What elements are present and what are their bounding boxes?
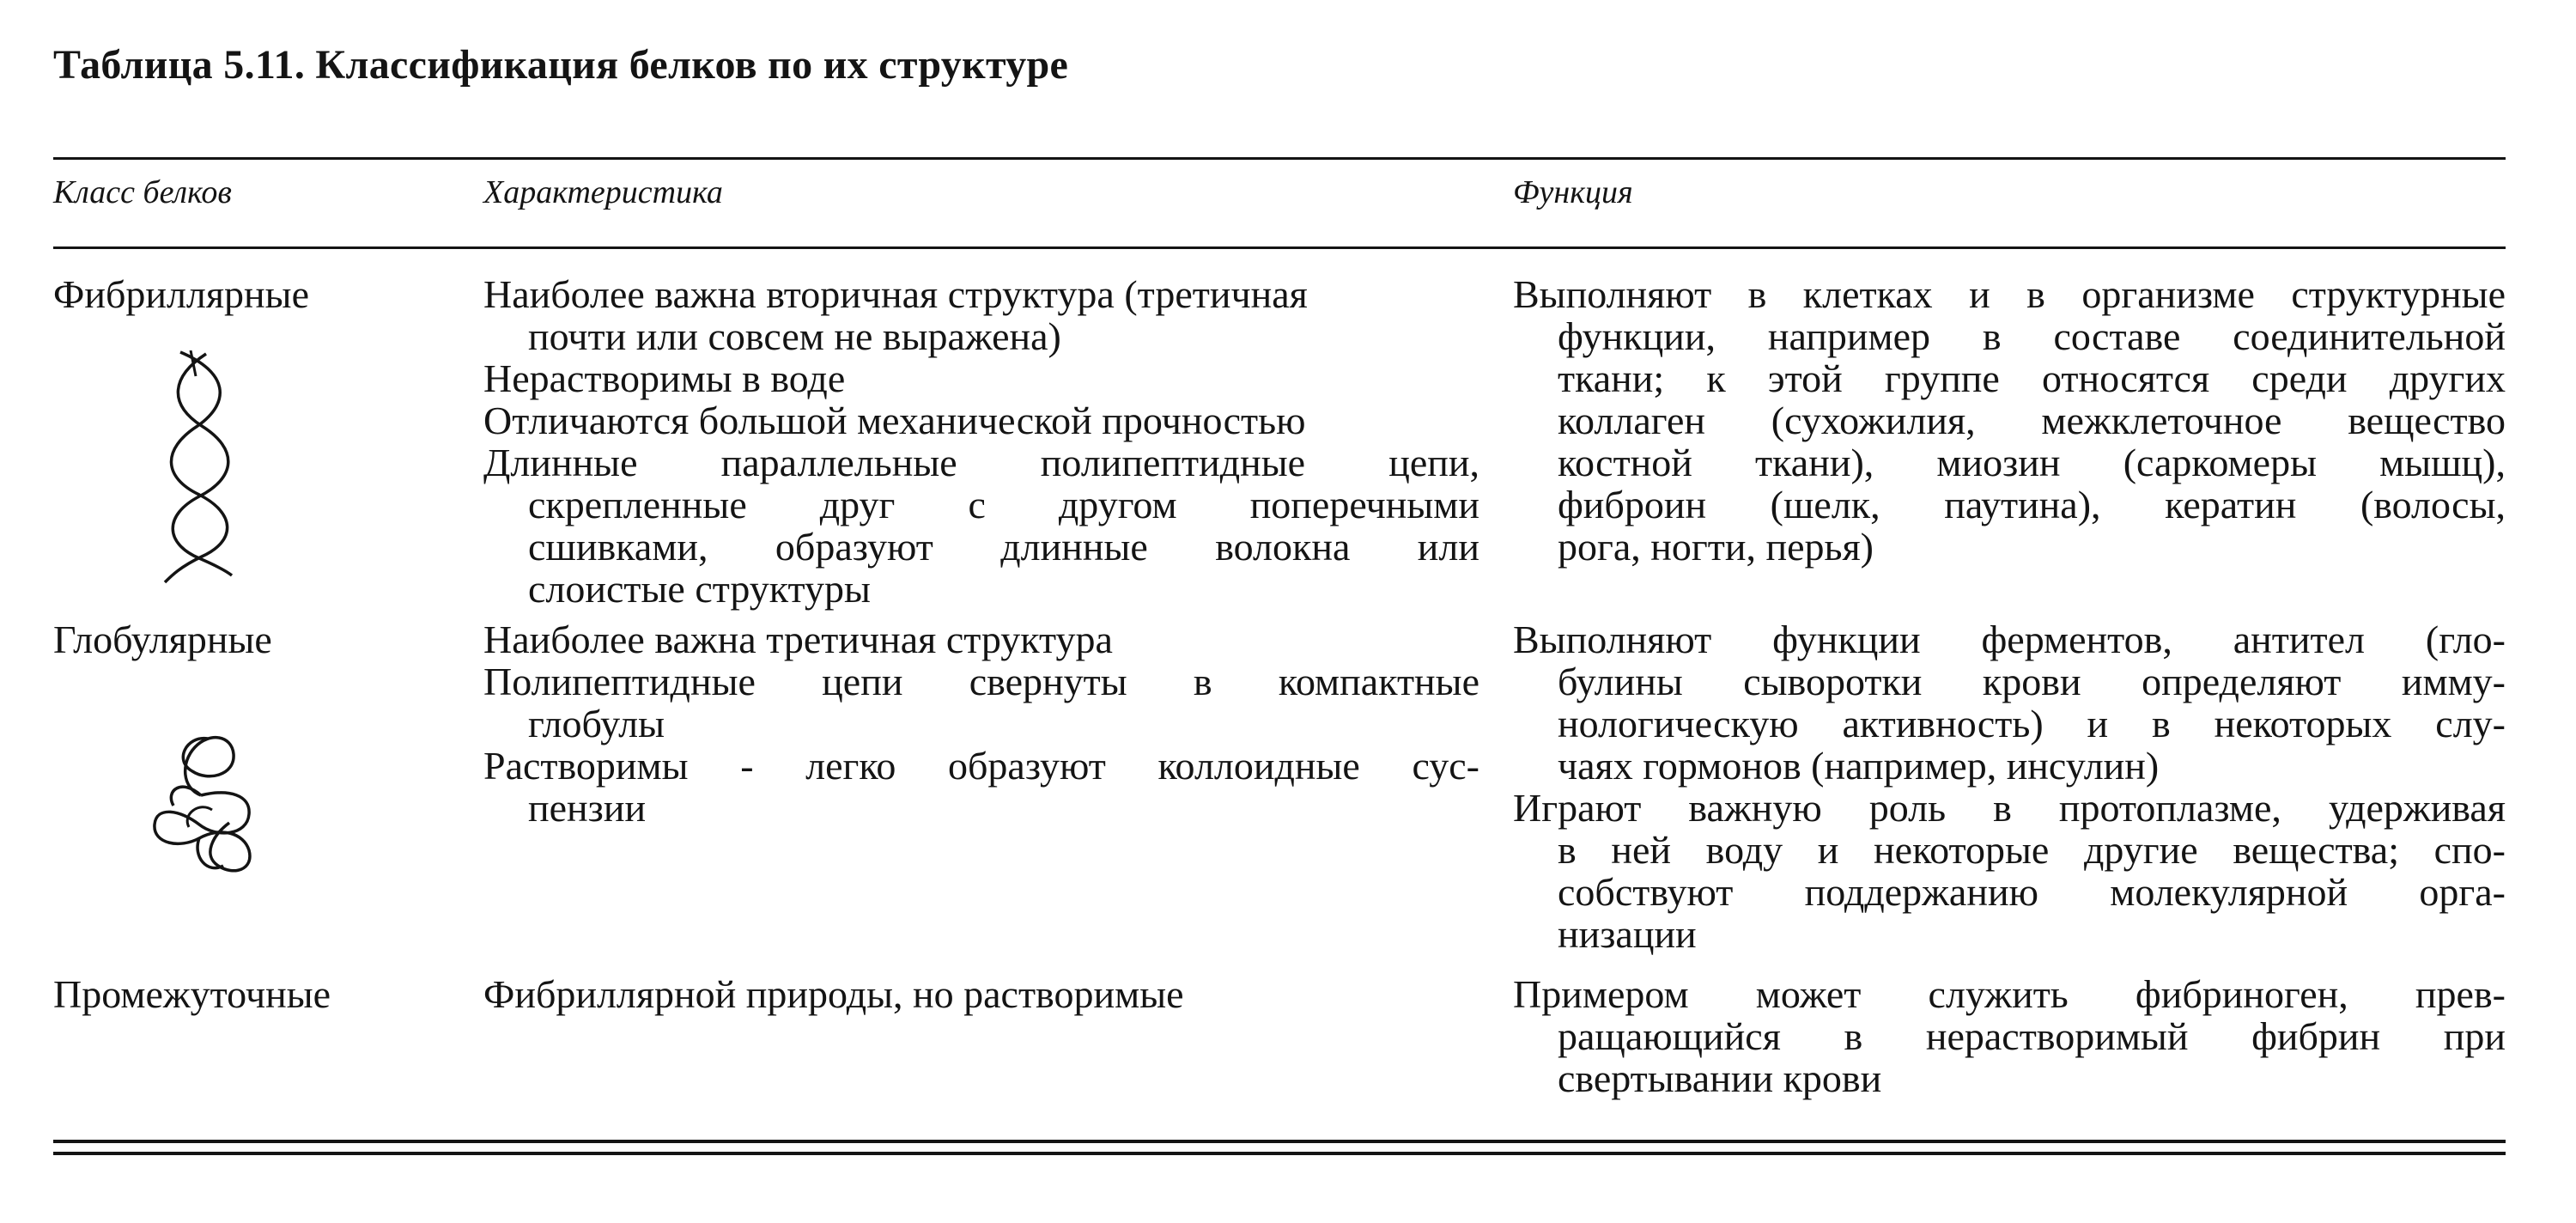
bottom-rule-lower — [53, 1152, 2506, 1155]
text-line: фиброин (шелк, паутина), кератин (волосы, — [1558, 483, 2506, 526]
text-line: скрепленные друг с другом поперечными — [528, 483, 1479, 526]
row-globular-function — [1513, 618, 2506, 955]
row-intermediate-function — [1513, 973, 2506, 1099]
text-line: нологическую активность) и в некоторых слу- — [1558, 702, 2506, 745]
text-line: почти или совсем не выражена) — [528, 314, 1061, 358]
row-fibrillar-function — [1513, 273, 2506, 568]
text-line: низации — [1558, 912, 1697, 956]
header-rule — [53, 246, 2506, 249]
row-globular-characteristics — [483, 618, 1479, 829]
text-line: Отличаются большой механической прочностью — [483, 399, 1306, 442]
text-line: Наиболее важна третичная структура — [483, 618, 1113, 661]
bottom-rule-upper — [53, 1140, 2506, 1143]
text-line: слоистые структуры — [528, 567, 871, 611]
text-line: Наиболее важна вторичная структура (третичная — [483, 272, 1308, 316]
header-function: Функция — [1513, 174, 1633, 210]
text-line: рога, ногти, перья) — [1558, 525, 1874, 569]
text-line: коллаген (сухожилия, межклеточное вещество — [1558, 399, 2506, 442]
text-line: ращающийся в нерастворимый фибрин при — [1558, 1014, 2506, 1058]
text-line: в ней воду и некоторые другие вещества; спо- — [1558, 828, 2506, 872]
text-line: сшивками, образуют длинные волокна или — [528, 525, 1479, 569]
text-line: свертывании крови — [1558, 1056, 1882, 1100]
text-line: Играют важную роль в протоплазме, удерживая — [1513, 786, 2506, 830]
text-line: костной ткани), миозин (саркомеры мышц), — [1558, 441, 2506, 484]
text-line: Фибриллярной природы, но растворимые — [483, 972, 1184, 1016]
text-line: Растворимы - легко образуют коллоидные сус- — [483, 744, 1479, 788]
text-line: собствуют поддержанию молекулярной орга- — [1558, 870, 2506, 914]
globule-coil-icon — [148, 728, 264, 883]
row-globular-class: Глобулярные — [53, 618, 272, 661]
header-characteristics: Характеристика — [483, 174, 723, 210]
table-title: Таблица 5.11. Классификация белков по их структуре — [53, 42, 1069, 88]
row-intermediate-characteristics — [483, 973, 1479, 1015]
text-line: булины сыворотки крови определяют имму- — [1558, 660, 2506, 703]
text-line: пензии — [528, 786, 647, 830]
header-class: Класс белков — [53, 174, 232, 210]
text-line: ткани; к этой группе относятся среди других — [1558, 356, 2506, 400]
row-fibrillar-class: Фибриллярные — [53, 272, 309, 316]
text-line: функции, например в составе соединительной — [1558, 314, 2506, 358]
text-line: глобулы — [528, 702, 665, 745]
top-rule — [53, 157, 2506, 160]
text-line: Полипептидные цепи свернуты в компактные — [483, 660, 1479, 703]
text-line: Примером может служить фибриноген, прев- — [1513, 972, 2506, 1016]
helix-fibril-icon — [146, 350, 258, 588]
row-fibrillar-characteristics — [483, 273, 1479, 610]
text-line: Нерастворимы в воде — [483, 356, 846, 400]
text-line: Выполняют в клетках и в организме структурные — [1513, 272, 2506, 316]
text-line: Длинные параллельные полипептидные цепи, — [483, 441, 1479, 484]
text-line: чаях гормонов (например, инсулин) — [1558, 744, 2160, 788]
row-intermediate-class: Промежуточные — [53, 972, 331, 1016]
text-line: Выполняют функции ферментов, антител (гло- — [1513, 618, 2506, 661]
